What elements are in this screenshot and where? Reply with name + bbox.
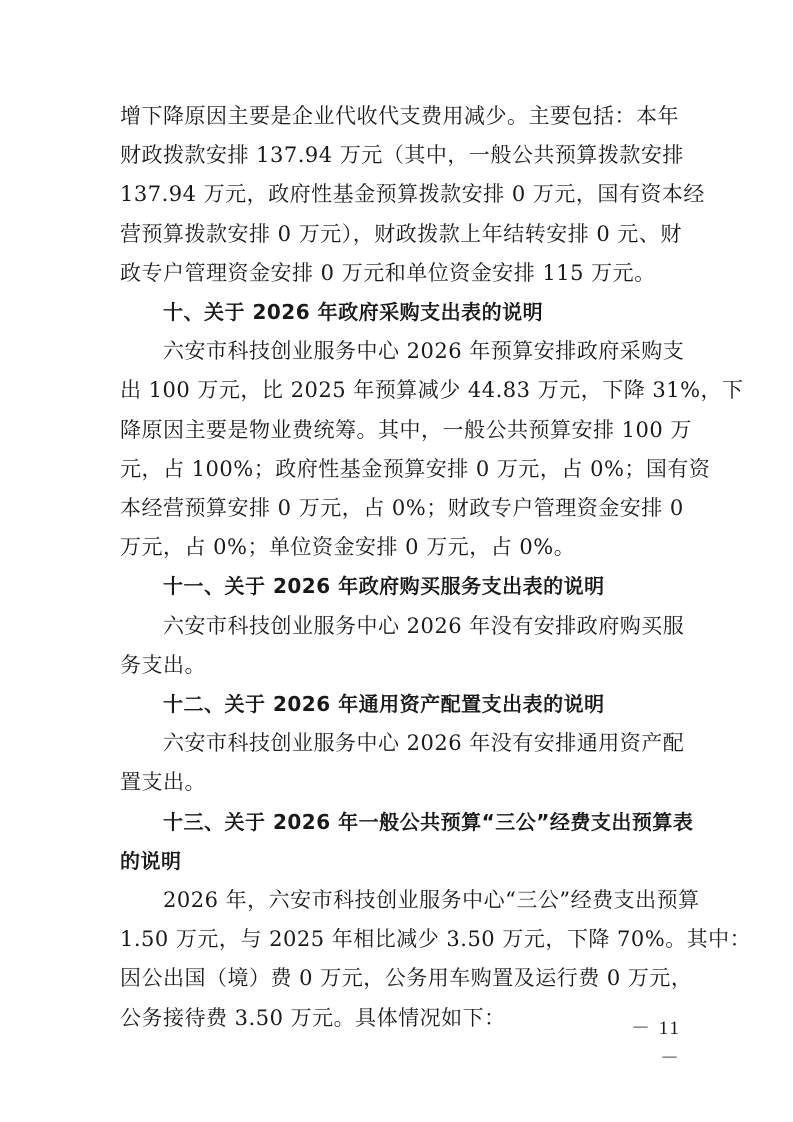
- paragraph-line: 置支出。: [120, 770, 206, 794]
- page-number: － 11 －: [630, 1018, 681, 1069]
- paragraph-line: 出 100 万元，比 2025 年预算减少 44.83 万元，下降 31%，下: [120, 378, 744, 402]
- section-heading-10: 十、关于 2026 年政府采购支出表的说明: [163, 300, 544, 324]
- paragraph-line: 降原因主要是物业费统筹。其中，一般公共预算安排 100 万: [120, 418, 692, 442]
- paragraph-line: 2026 年，六安市科技创业服务中心“三公”经费支出预算: [163, 888, 700, 912]
- paragraph-line: 137.94 万元，政府性基金预算拨款安排 0 万元，国有资本经: [120, 182, 705, 206]
- section-heading-11: 十一、关于 2026 年政府购买服务支出表的说明: [163, 574, 605, 598]
- section-heading-13-continued: 的说明: [120, 849, 182, 873]
- paragraph-line: 务支出。: [120, 653, 206, 677]
- paragraph-line: 因公出国（境）费 0 万元，公务用车购置及运行费 0 万元，: [120, 966, 693, 990]
- paragraph-line: 增下降原因主要是企业代收代支费用减少。主要包括：本年: [120, 104, 679, 128]
- paragraph-line: 六安市科技创业服务中心 2026 年预算安排政府采购支: [163, 339, 685, 363]
- paragraph-line: 1.50 万元，与 2025 年相比减少 3.50 万元，下降 70%。其中：: [120, 927, 752, 951]
- paragraph-line: 元，占 100%；政府性基金预算安排 0 万元，占 0%；国有资: [120, 457, 711, 481]
- paragraph-line: 公务接待费 3.50 万元。具体情况如下：: [120, 1006, 506, 1030]
- section-heading-13: 十三、关于 2026 年一般公共预算“三公”经费支出预算表: [163, 810, 694, 834]
- section-heading-12: 十二、关于 2026 年通用资产配置支出表的说明: [163, 692, 605, 716]
- paragraph-line: 万元，占 0%；单位资金安排 0 万元，占 0%。: [120, 535, 576, 559]
- paragraph-line: 六安市科技创业服务中心 2026 年没有安排政府购买服: [163, 614, 685, 638]
- paragraph-line: 财政拨款安排 137.94 万元（其中，一般公共预算拨款安排: [120, 143, 684, 167]
- paragraph-line: 本经营预算安排 0 万元，占 0%；财政专户管理资金安排 0: [120, 496, 684, 520]
- paragraph-line: 营预算拨款安排 0 万元），财政拨款上年结转安排 0 元、财: [120, 222, 682, 246]
- paragraph-line: 六安市科技创业服务中心 2026 年没有安排通用资产配: [163, 731, 685, 755]
- paragraph-line: 政专户管理资金安排 0 万元和单位资金安排 115 万元。: [120, 261, 656, 285]
